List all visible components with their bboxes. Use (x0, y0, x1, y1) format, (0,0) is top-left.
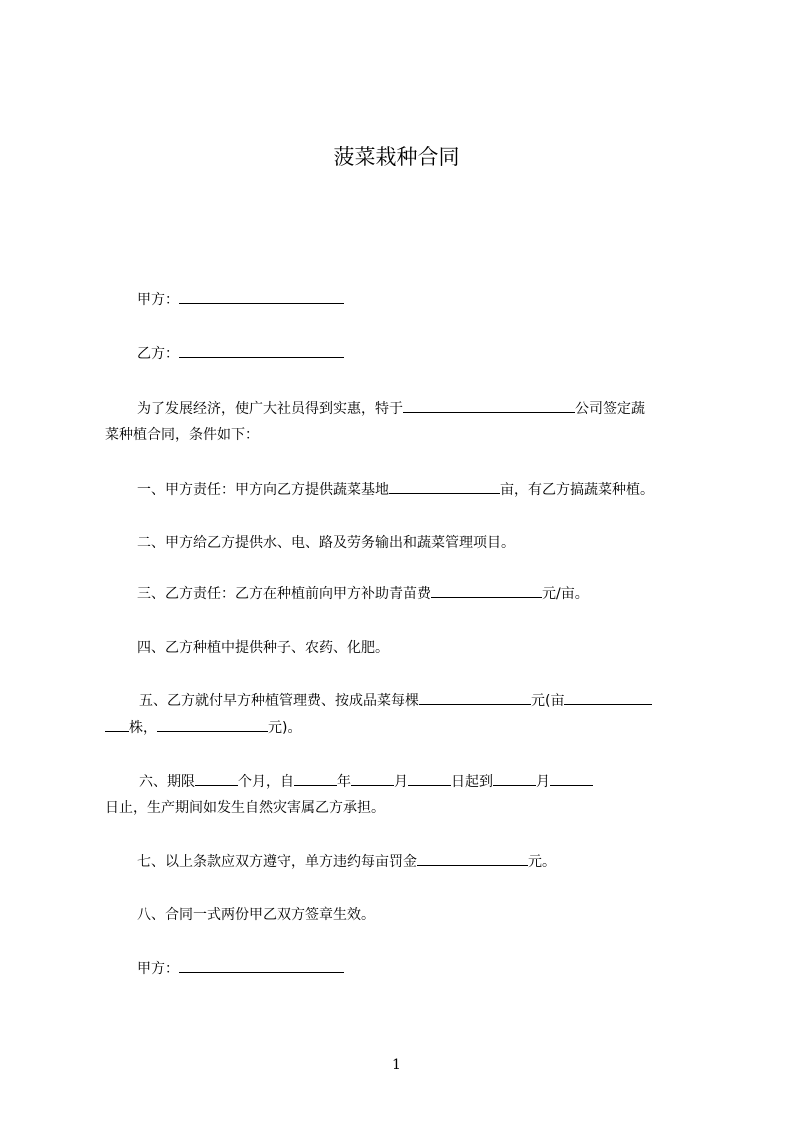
clause-4 (137, 638, 389, 658)
clause-6-text-3: 年 (337, 774, 351, 790)
intro-text-3: 菜种植合同，条件如下： (105, 427, 259, 443)
intro-line-2 (105, 425, 259, 445)
clause-6-text-1: 六、期限 (139, 774, 195, 790)
clause-5-count-blank-2 (105, 718, 129, 732)
clause-6-text-4: 月 (394, 774, 408, 790)
party-b-line (137, 344, 344, 364)
clause-6-month-blank (351, 772, 394, 786)
clause-6-text-5: 日起到 (451, 774, 493, 790)
clause-6-end-month-blank (493, 772, 536, 786)
clause-6-end-day-blank (550, 772, 593, 786)
signature-a-label: 甲方： (137, 961, 179, 977)
clause-6-text-6: 月 (536, 774, 550, 790)
clause-7-text-1: 七、以上条款应双方遵守，单方违约每亩罚金 (137, 854, 417, 870)
clause-8 (137, 905, 375, 925)
clause-1-area-blank (389, 480, 500, 494)
clause-3-text-2: 元/亩。 (542, 586, 589, 602)
party-a-blank (179, 290, 344, 304)
clause-7-penalty-blank (417, 852, 528, 866)
party-b-label: 乙方： (137, 346, 179, 362)
clause-7-text-2: 元。 (528, 854, 556, 870)
clause-6-months-blank (195, 772, 238, 786)
party-a-label: 甲方： (137, 292, 179, 308)
clause-5-line-2 (105, 718, 301, 738)
intro-company-blank (403, 399, 575, 413)
clause-3-fee-blank (431, 584, 542, 598)
clause-6-line-1 (139, 772, 593, 792)
clause-1 (137, 480, 654, 500)
clause-5-text-2: 元(亩 (531, 693, 565, 709)
document-title: 菠菜栽种合同 (333, 145, 460, 169)
party-b-blank (179, 344, 344, 358)
clause-5-count-blank-1 (564, 691, 652, 705)
clause-3-text-1: 三、乙方责任：乙方在种植前向甲方补助青苗费 (137, 586, 431, 602)
intro-text-2: 公司签定蔬 (575, 401, 645, 417)
clause-8-text-1: 八、合同一式两份甲乙双方签章生效。 (137, 907, 375, 923)
clause-1-text-1: 一、甲方责任：甲方向乙方提供蔬菜基地 (137, 482, 389, 498)
clause-6-text-7: 日止，生产期间如发生自然灾害属乙方承担。 (105, 800, 385, 816)
clause-5-text-1: 五、乙方就付早方种植管理费、按成品菜每棵 (139, 693, 419, 709)
intro-text-1: 为了发展经济，使广大社员得到实惠，特于 (137, 401, 403, 417)
clause-5-text-3: 株， (129, 720, 157, 736)
clause-2 (137, 533, 515, 553)
clause-3 (137, 584, 589, 604)
clause-4-text-1: 四、乙方种植中提供种子、农药、化肥。 (137, 640, 389, 656)
clause-7 (137, 852, 556, 872)
clause-5-total-blank (157, 718, 268, 732)
page-number: 1 (392, 1057, 401, 1073)
party-a-line (137, 290, 344, 310)
clause-6-text-2: 个月，自 (238, 774, 294, 790)
signature-a-blank (179, 959, 344, 973)
clause-6-day-blank (408, 772, 451, 786)
clause-2-text-1: 二、甲方给乙方提供水、电、路及劳务输出和蔬菜管理项目。 (137, 535, 515, 551)
clause-6-line-2 (105, 798, 385, 818)
clause-5-price-blank (419, 691, 531, 705)
clause-6-year-blank (294, 772, 337, 786)
clause-5-text-4: 元)。 (268, 720, 302, 736)
clause-1-text-2: 亩，有乙方搞蔬菜种植。 (500, 482, 654, 498)
intro-line-1 (137, 399, 645, 419)
signature-a-line (137, 959, 344, 979)
clause-5-line-1 (139, 691, 652, 711)
